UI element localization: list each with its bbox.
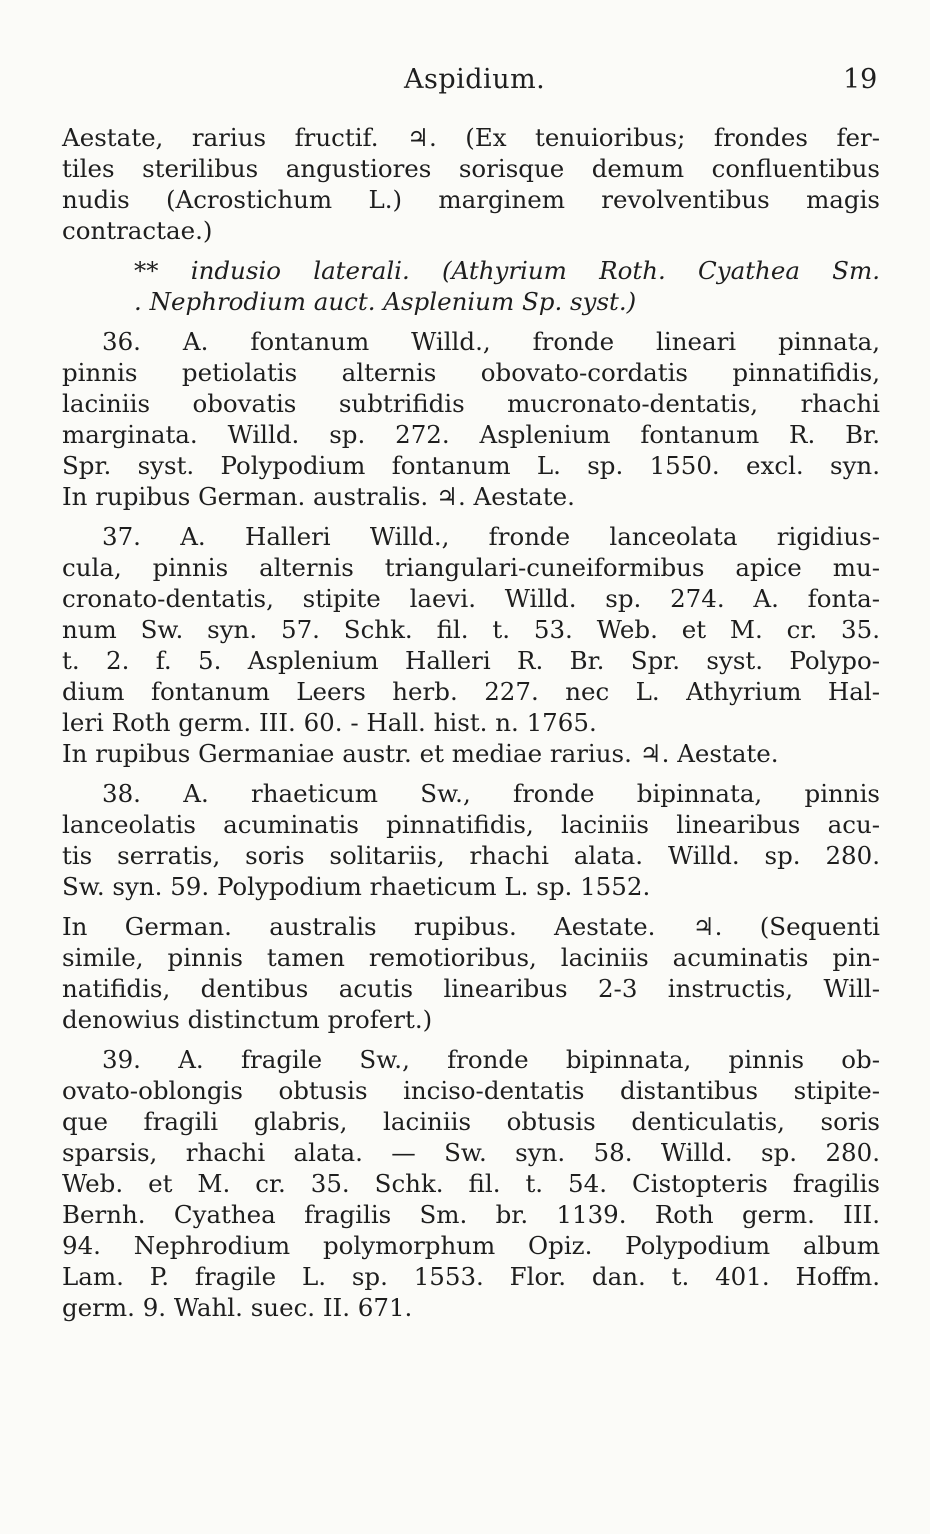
- text-line: Lam. P. fragile L. sp. 1553. Flor. dan. t. 401. Hoffm.: [62, 1262, 880, 1291]
- text-line: 36. A. fontanum Willd., fronde lineari pinnata,: [102, 327, 880, 356]
- text-line: Spr. syst. Polypodium fontanum L. sp. 1550. excl. syn.: [62, 451, 880, 480]
- text-line: sparsis, rhachi alata. — Sw. syn. 58. Willd. sp. 280.: [62, 1138, 880, 1167]
- page-number: 19: [843, 64, 878, 95]
- text-line: 94. Nephrodium polymorphum Opiz. Polypodium album: [62, 1231, 880, 1260]
- text-line: contractae.): [62, 216, 213, 245]
- text-line: germ. 9. Wahl. suec. II. 671.: [62, 1293, 413, 1322]
- text-line: num Sw. syn. 57. Schk. fil. t. 53. Web. et M. cr. 35.: [62, 615, 880, 644]
- text-line: denowius distinctum profert.): [62, 1005, 433, 1034]
- text-line: lanceolatis acuminatis pinnatifidis, laciniis linearibus acu-: [62, 810, 880, 839]
- text-line: natifidis, dentibus acutis linearibus 2-3 instructis, Will-: [62, 974, 880, 1003]
- text-line: 38. A. rhaeticum Sw., fronde bipinnata, pinnis: [102, 779, 880, 808]
- text-line: Web. et M. cr. 35. Schk. fil. t. 54. Cistopteris fragilis: [62, 1169, 880, 1198]
- species-entry-37: [62, 521, 880, 769]
- section-heading-indusio-laterali: [62, 255, 880, 317]
- text-line: ovato-oblongis obtusis inciso-dentatis distantibus stipite-: [62, 1076, 880, 1105]
- text-line: tis serratis, soris solitariis, rhachi alata. Willd. sp. 280.: [62, 841, 880, 870]
- text-line: marginata. Willd. sp. 272. Asplenium fontanum R. Br.: [62, 420, 880, 449]
- text-line: laciniis obovatis subtrifidis mucronato-dentatis, rhachi: [62, 389, 880, 418]
- text-line: tiles sterilibus angustiores sorisque demum confluentibus: [62, 154, 880, 183]
- text-line: 39. A. fragile Sw., fronde bipinnata, pinnis ob-: [102, 1045, 880, 1074]
- text-line: dium fontanum Leers herb. 227. nec L. Athyrium Hal-: [62, 677, 880, 706]
- text-line: pinnis petiolatis alternis obovato-cordatis pinnatifidis,: [62, 358, 880, 387]
- species-entry-38: [62, 778, 880, 902]
- paragraph-in-german-australis: [62, 911, 880, 1035]
- text-line: cula, pinnis alternis triangulari-cuneiformibus apice mu-: [62, 553, 880, 582]
- text-line: cronato-dentatis, stipite laevi. Willd. sp. 274. A. fonta-: [62, 584, 880, 613]
- text-line: Sw. syn. 59. Polypodium rhaeticum L. sp. 1552.: [62, 872, 651, 901]
- text-line: In rupibus German. australis. ♃. Aestate.: [62, 482, 575, 511]
- text-line: que fragili glabris, laciniis obtusis denticulatis, soris: [62, 1107, 880, 1136]
- paragraph-aestate-rarius: [62, 122, 880, 246]
- text-line: 37. A. Halleri Willd., fronde lanceolata rigidius-: [102, 522, 880, 551]
- text-line: Bernh. Cyathea fragilis Sm. br. 1139. Roth germ. III.: [62, 1200, 880, 1229]
- text-line: nudis (Acrostichum L.) marginem revolventibus magis: [62, 185, 880, 214]
- page-body: [62, 122, 880, 1323]
- text-line: simile, pinnis tamen remotioribus, laciniis acuminatis pin-: [62, 943, 880, 972]
- text-line: leri Roth germ. III. 60. - Hall. hist. n. 1765.: [62, 708, 597, 737]
- text-line: ** indusio laterali. (Athyrium Roth. Cyathea Sm.: [134, 256, 880, 285]
- text-line: t. 2. f. 5. Asplenium Halleri R. Br. Spr. syst. Polypo-: [62, 646, 880, 675]
- species-entry-39: [62, 1044, 880, 1323]
- text-line: In German. australis rupibus. Aestate. ♃. (Sequenti: [62, 912, 880, 941]
- text-line: Aestate, rarius fructif. ♃. (Ex tenuioribus; frondes fer-: [62, 123, 880, 152]
- running-head: [0, 64, 930, 104]
- running-title: Aspidium.: [404, 64, 546, 95]
- species-entry-36: [62, 326, 880, 512]
- text-line: In rupibus Germaniae austr. et mediae rarius. ♃. Aestate.: [62, 739, 779, 768]
- text-line: . Nephrodium auct. Asplenium Sp. syst.): [134, 287, 637, 316]
